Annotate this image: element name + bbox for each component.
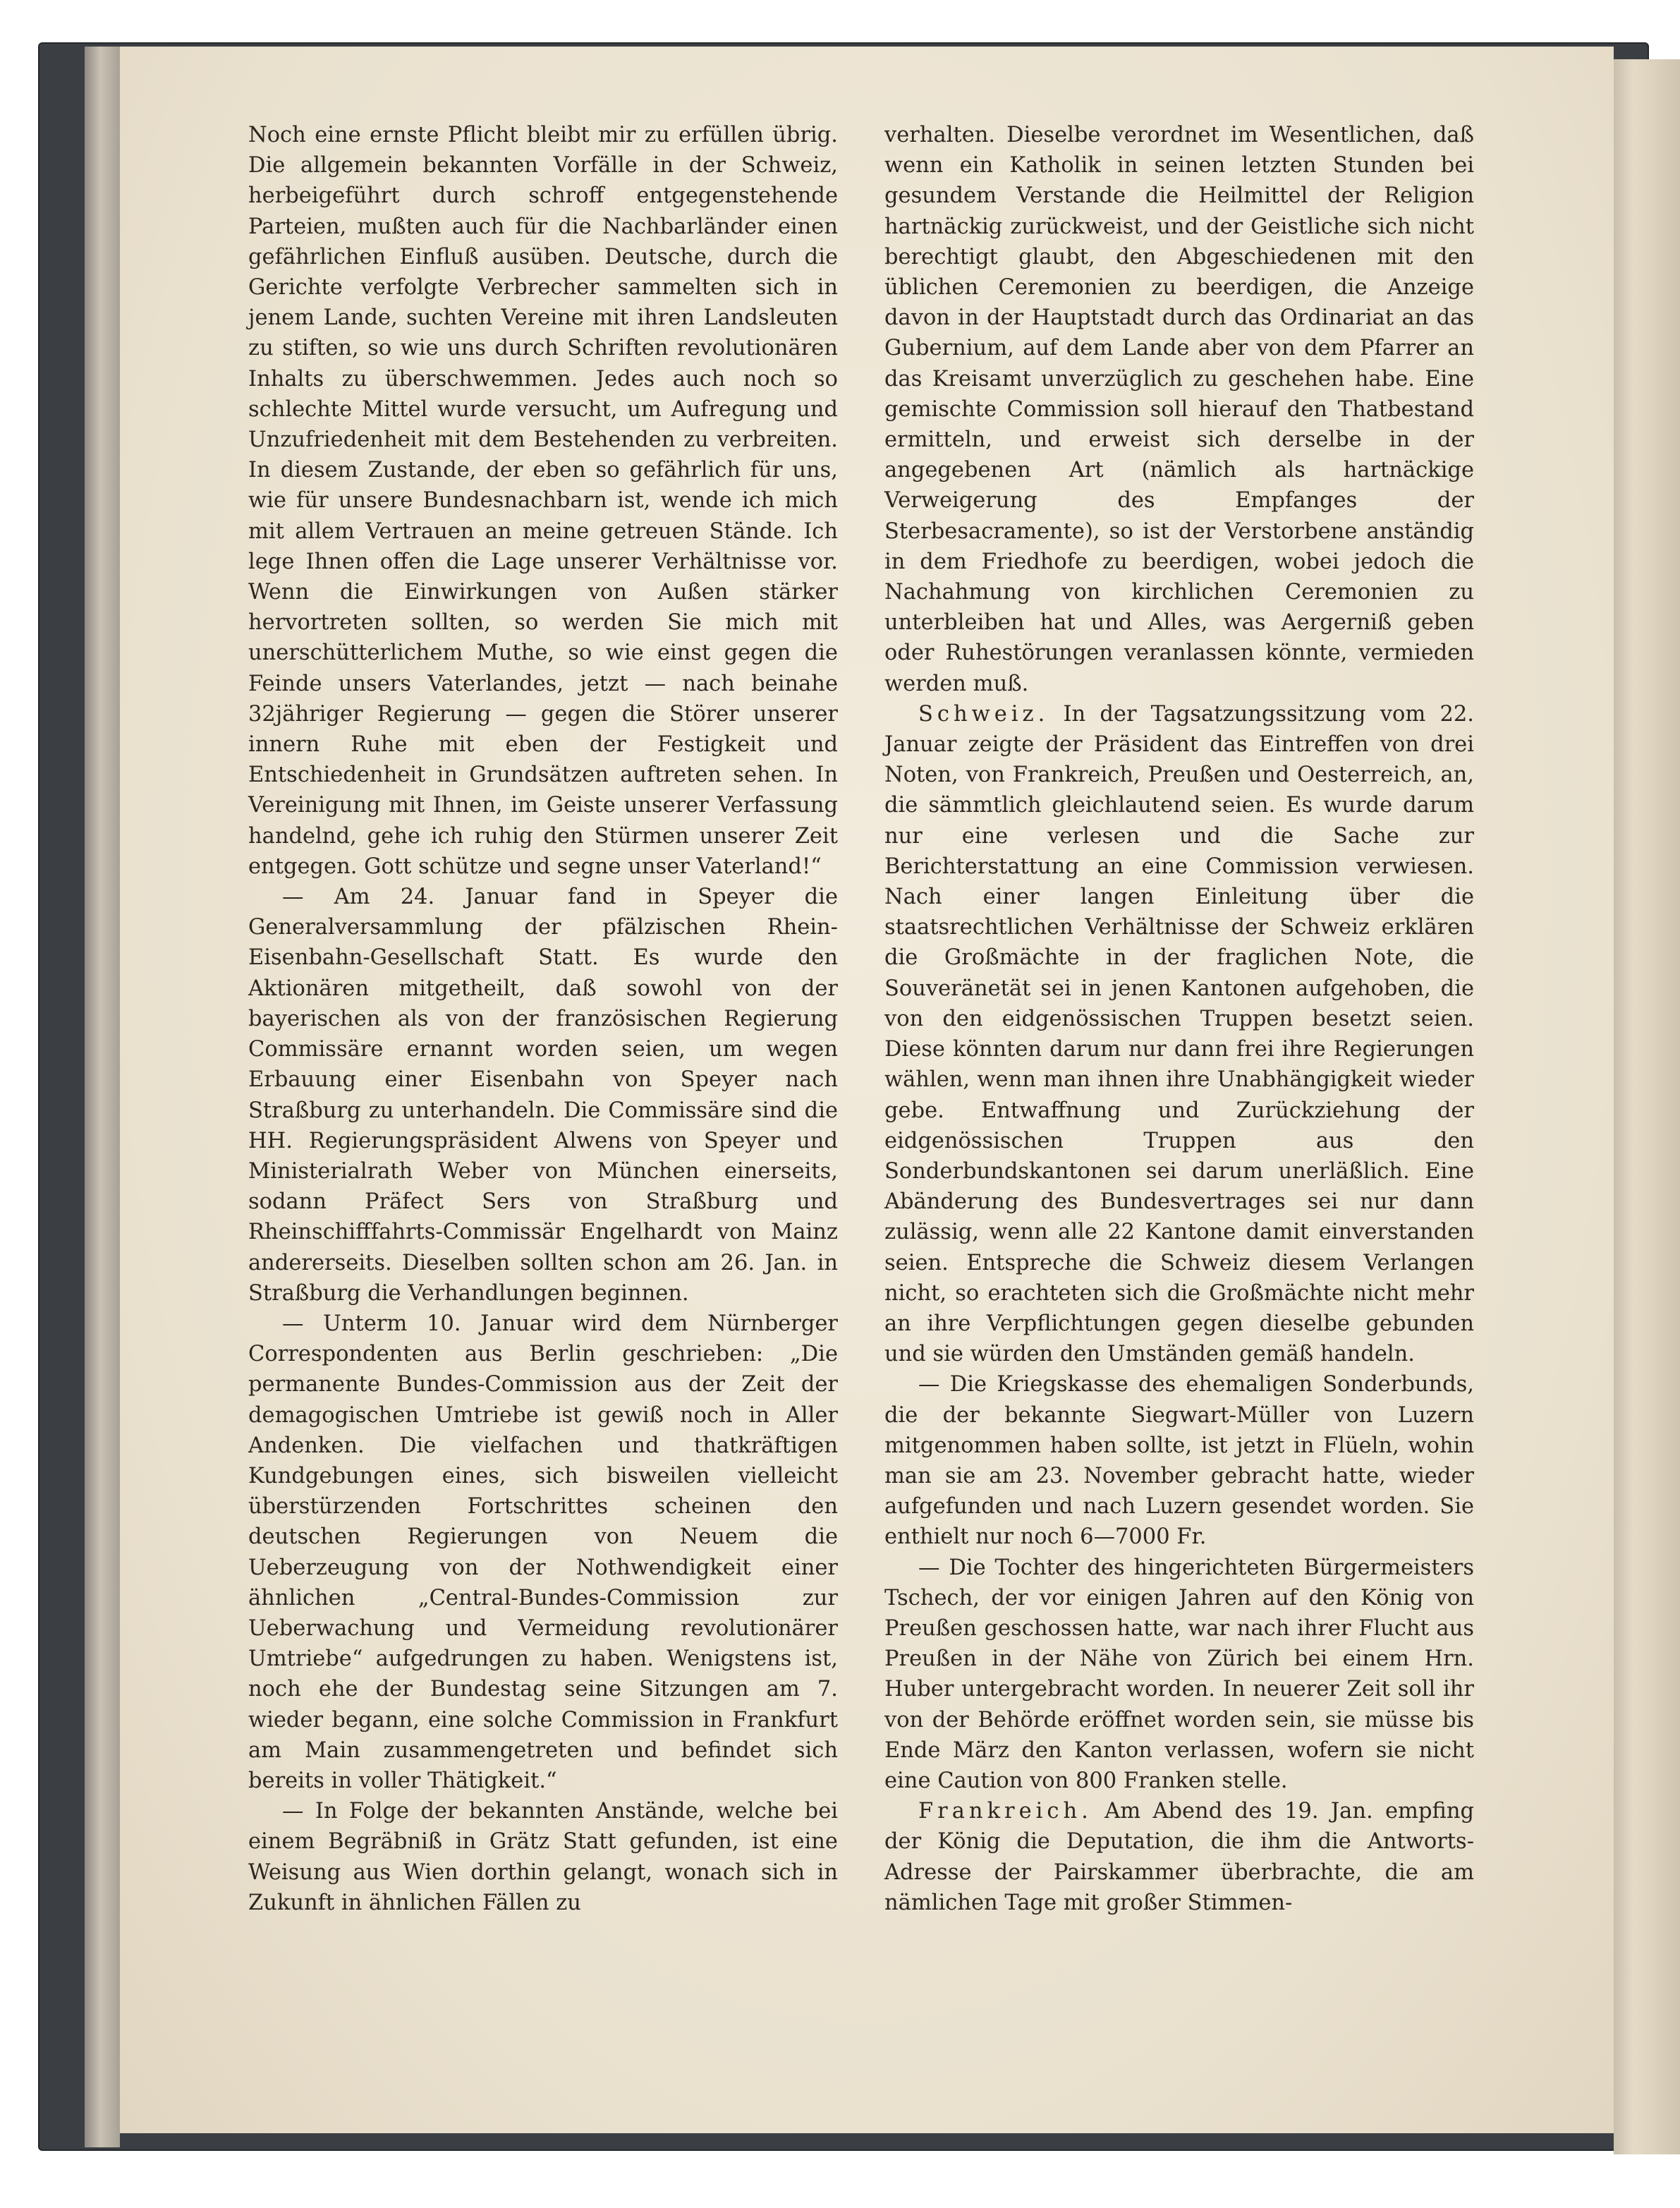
schweiz-text: In der Tagsatzungssitzung vom 22. Januar zeigte der Präsident das Eintreffen von drei Noten, von Frankreich, Preußen und Oesterreich, an, die sämmtlich gleichlautend seien. Es wurde darum nur eine verlesen und die Sache zur Berichterstattung an eine Commission verwiesen. Nach einer langen Einleitung über die staatsrechtlichen Verhältnisse der Schweiz erklären die Großmächte in der fraglichen Note, die Souveränetät sei in jenen Kantonen aufgehoben, die von den eidgenössischen Truppen besetzt seien. Diese könnten darum nur dann frei ihre Regierungen wählen, wenn man ihnen ihre Unabhängigkeit wieder gebe. Entwaffnung und Zurückziehung der eidgenössischen Truppen aus den Sonderbundskantonen sei darum unerläßlich. Eine Abänderung des Bundesvertrages sei nur dann zulässig, wenn alle 22 Kantone damit einverstanden seien. Entspreche die Schweiz diesem Verlangen nicht, so erachteten sich die Großmächte nicht mehr an ihre Verpflichtungen gegen dieselbe gebunden und sie würden den Umständen gemäß handeln. [884, 701, 1474, 1367]
paragraph-schweiz [884, 699, 1474, 1369]
paragraph-tschech-daughter: — Die Tochter des hingerichteten Bürgermeisters Tschech, der vor einigen Jahren auf den König von Preußen geschossen hatte, war nach ihrer Flucht aus Preußen in der Nähe von Zürich bei einem Hrn. Huber untergebracht worden. In neuerer Zeit soll ihr von der Behörde eröffnet worden sein, sie müsse bis Ende März den Kanton verlassen, wofern sie nicht eine Caution von 800 Franken stelle. [884, 1555, 1474, 1793]
paragraph-sonderbund-kasse: — Die Kriegskasse des ehemaligen Sonderbunds, die der bekannte Siegwart-Müller von Luzern mitgenommen haben sollte, ist jetzt in Flüeln, wohin man sie am 23. November gebracht hatte, wieder aufgefunden und nach Luzern gesendet worden. Sie enthielt nur noch 6—7000 Fr. [884, 1372, 1474, 1550]
right-column [884, 120, 1474, 1918]
paragraph-address-conclusion: Noch eine ernste Pflicht bleibt mir zu erfüllen übrig. Die allgemein bekannten Vorfälle in der Schweiz, herbeigeführt durch schroff entgegenstehende Parteien, mußten auch für die Nachbarländer einen gefährlichen Einfluß ausüben. Deutsche, durch die Gerichte verfolgte Verbrecher sammelten sich in jenem Lande, suchten Vereine mit ihren Landsleuten zu stiften, so wie uns durch Schriften revolutionären Inhalts zu überschwemmen. Jedes auch noch so schlechte Mittel wurde versucht, um Aufregung und Unzufriedenheit mit dem Bestehenden zu verbreiten. In diesem Zustande, der eben so gefährlich für uns, wie für unsere Bundesnachbarn ist, wende ich mich mit allem Vertrauen an meine getreuen Stände. Ich lege Ihnen offen die Lage unserer Verhältnisse vor. Wenn die Einwirkungen von Außen stärker hervortreten sollten, so werden Sie mich mit unerschütterlichem Muthe, so wie einst gegen die Feinde unsers Vaterlandes, jetzt — nach beinahe 32jähriger Regierung — gegen die Störer unserer innern Ruhe mit eben der Festigkeit und Entschiedenheit in Grundsätzen auftreten sehen. In Vereinigung mit Ihnen, im Geiste unserer Verfassung handelnd, gehe ich ruhig den Stürmen unserer Zeit entgegen. Gott schütze und segne unser Vaterland!“ [248, 123, 838, 879]
paragraph-graetz-funeral: — In Folge der bekannten Anstände, welche bei einem Begräbniß in Grätz Statt gefunden, ist eine Weisung aus Wien dorthin gelangt, wonach sich in Zukunft in ähnlichen Fällen zu [248, 1799, 838, 1915]
paragraph-funeral-continuation: verhalten. Dieselbe verordnet im Wesentlichen, daß wenn ein Katholik in seinen letzten Stunden bei gesundem Verstande die Heilmittel der Religion hartnäckig zurückweist, und der Geistliche sich nicht berechtigt glaubt, den Abgeschiedenen mit den üblichen Ceremonien zu beerdigen, die Anzeige davon in der Hauptstadt durch das Ordinariat an das Gubernium, auf dem Lande aber von dem Pfarrer an das Kreisamt unverzüglich zu geschehen habe. Eine gemischte Commission soll hierauf den Thatbestand ermitteln, und erweist sich derselbe in der angegebenen Art (nämlich als hartnäckige Verweigerung des Empfanges der Sterbesacramente), so ist der Verstorbene anständig in dem Friedhofe zu beerdigen, wobei jedoch die Nachahmung von kirchlichen Ceremonien zu unterbleiben hat und Alles, was Aergerniß geben oder Ruhestörungen veranlassen könnte, vermieden werden muß. [884, 123, 1474, 696]
paragraph-speyer-railway: — Am 24. Januar fand in Speyer die Generalversammlung der pfälzischen Rhein-Eisenbahn-Gesellschaft Statt. Es wurde den Aktionären mitgetheilt, daß sowohl von der bayerischen als von der französischen Regierung Commissäre ernannt worden seien, um wegen Erbauung einer Eisenbahn von Speyer nach Straßburg zu unterhandeln. Die Commissäre sind die HH. Regierungspräsident Alwens von Speyer und Ministerialrath Weber von München einerseits, sodann Präfect Sers von Straßburg und Rheinschifffahrts-Commissär Engelhardt von Mainz andererseits. Dieselben sollten schon am 26. Jan. in Straßburg die Verhandlungen beginnen. [248, 885, 838, 1306]
spine-edge [85, 47, 120, 2147]
frankreich-text: Am Abend des 19. Jan. empfing der König die Deputation, die ihm die Antworts-Adresse der Pairskammer überbrachte, die am nämlichen Tage mit großer Stimmen- [884, 1799, 1474, 1915]
section-heading-frankreich: Frankreich. [918, 1799, 1092, 1824]
section-heading-schweiz: Schweiz. [918, 701, 1049, 727]
paragraph-frankreich [884, 1796, 1474, 1918]
left-column [248, 120, 838, 1918]
paragraph-bundes-commission: — Unterm 10. Januar wird dem Nürnberger Correspondenten aus Berlin geschrieben: „Die permanente Bundes-Commission aus der Zeit der demagogischen Umtriebe ist gewiß noch in Aller Andenken. Die vielfachen und thatkräftigen Kundgebungen eines, sich bisweilen vielleicht überstürzenden Fortschrittes scheinen den deutschen Regierungen von Neuem die Ueberzeugung von der Nothwendigkeit einer ähnlichen „Central-Bundes-Commission zur Ueberwachung und Vermeidung revolutionärer Umtriebe“ aufgedrungen zu haben. Wenigstens ist, noch ehe der Bundestag seine Sitzungen am 7. wieder begann, eine solche Commission in Frankfurt am Main zusammengetreten und befindet sich bereits in voller Thätigkeit.“ [248, 1311, 838, 1793]
page-stack-edge [1614, 59, 1680, 2154]
